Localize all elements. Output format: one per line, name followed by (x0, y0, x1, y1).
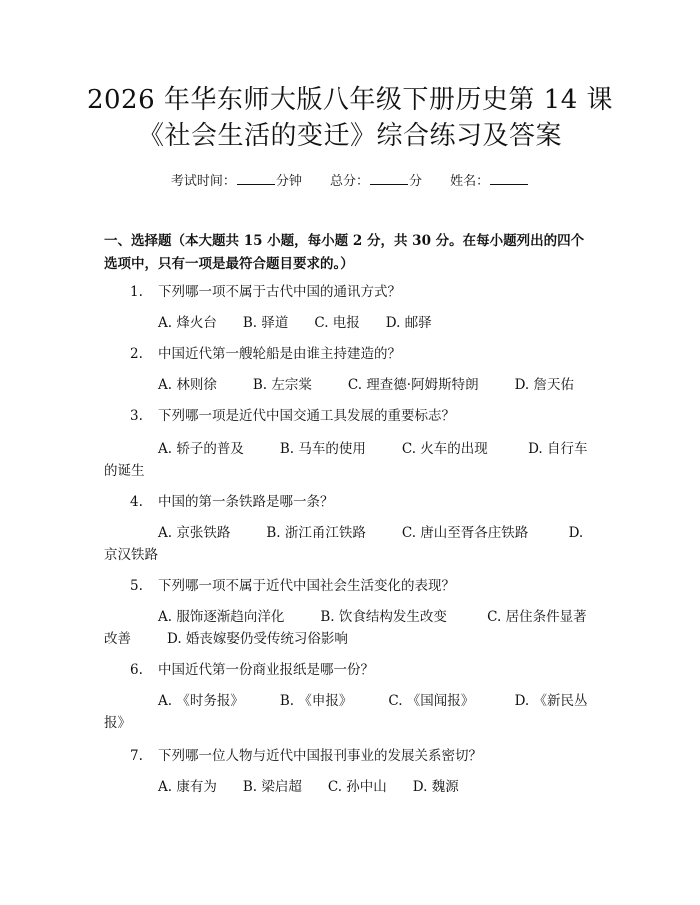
question-7 (130, 746, 482, 766)
option-c: C. 孙中山 (327, 779, 387, 795)
document-title-line-1: 2026 年华东师大版八年级下册历史第 14 课 (86, 85, 614, 115)
option-d: D. 京汉铁路 (104, 525, 584, 563)
option-a: A. 《时务报》 (158, 693, 244, 709)
question-text: 下列哪一项不属于古代中国的通讯方式？ (158, 284, 401, 300)
options-4 (104, 522, 594, 566)
options-1 (104, 312, 594, 334)
question-text: 下列哪一项是近代中国交通工具发展的重要标志？ (158, 408, 455, 424)
question-text: 中国近代第一艘轮船是由谁主持建造的？ (158, 346, 401, 362)
option-c: C. 唐山至胥各庄铁路 (401, 525, 529, 541)
question-5 (130, 576, 455, 596)
options-5 (104, 606, 594, 650)
option-d: D. 詹天佑 (514, 377, 575, 393)
time-unit: 分钟 (275, 174, 302, 189)
question-4 (130, 492, 334, 512)
options-2 (104, 374, 594, 396)
question-number: 4. (130, 494, 143, 510)
option-a: A. 康有为 (158, 779, 217, 795)
option-c: C. 居住条件显著改善 (104, 609, 587, 647)
options-7 (104, 776, 594, 798)
score-blank (370, 172, 408, 185)
time-blank (237, 172, 275, 185)
option-b: B. 马车的使用 (279, 441, 366, 457)
options-6 (104, 690, 594, 734)
question-text: 下列哪一位人物与近代中国报刊事业的发展关系密切？ (158, 748, 482, 764)
option-d: D. 自行车的诞生 (104, 441, 588, 479)
option-b: B. 饮食结构发生改变 (320, 609, 447, 625)
option-b: B. 左宗棠 (252, 377, 312, 393)
question-number: 7. (130, 748, 143, 764)
question-text: 下列哪一项不属于近代中国社会生活变化的表现？ (158, 578, 455, 594)
time-label: 考试时间： (170, 174, 236, 189)
question-number: 2. (130, 346, 143, 362)
option-b: B. 浙江甬江铁路 (266, 525, 366, 541)
name-label: 姓名： (450, 174, 490, 189)
option-c: C. 火车的出现 (401, 441, 488, 457)
score-label: 总分： (329, 174, 369, 189)
question-number: 6. (130, 662, 143, 678)
option-b: B. 《申报》 (279, 693, 353, 709)
option-a: A. 轿子的普及 (158, 441, 244, 457)
option-b: B. 梁启超 (242, 779, 302, 795)
question-1 (130, 282, 401, 302)
option-d: D. 《新民丛报》 (104, 693, 588, 731)
option-c: C. 理查德·阿姆斯特朗 (347, 377, 479, 393)
option-d: D. 魏源 (412, 779, 459, 795)
option-d: D. 邮驿 (385, 315, 432, 331)
question-text: 中国的第一条铁路是哪一条？ (158, 494, 334, 510)
score-unit: 分 (409, 174, 423, 189)
document-title-line-2: 《社会生活的变迁》综合练习及答案 (137, 121, 562, 151)
option-a: A. 林则徐 (158, 377, 217, 393)
name-blank (490, 172, 528, 185)
option-a: A. 京张铁路 (158, 525, 231, 541)
exam-meta-line (0, 170, 700, 189)
question-2 (130, 344, 401, 364)
option-b: B. 驿道 (242, 315, 289, 331)
option-d: D. 婚丧嫁娶仍受传统习俗影响 (167, 631, 348, 647)
option-c: C. 电报 (314, 315, 360, 331)
question-number: 3. (130, 408, 143, 424)
option-a: A. 烽火台 (158, 315, 217, 331)
question-3 (130, 406, 455, 426)
option-c: C. 《国闻报》 (388, 693, 475, 709)
question-text: 中国近代第一份商业报纸是哪一份？ (158, 662, 374, 678)
section-heading: 一、选择题（本大题共 15 小题，每小题 2 分，共 30 分。在每小题列出的四个选项中，只有一项是最符合题目要求的。） (104, 233, 585, 272)
question-number: 1. (130, 284, 143, 300)
question-number: 5. (130, 578, 143, 594)
options-3 (104, 438, 594, 482)
question-6 (130, 660, 374, 680)
option-a: A. 服饰逐渐趋向洋化 (158, 609, 285, 625)
